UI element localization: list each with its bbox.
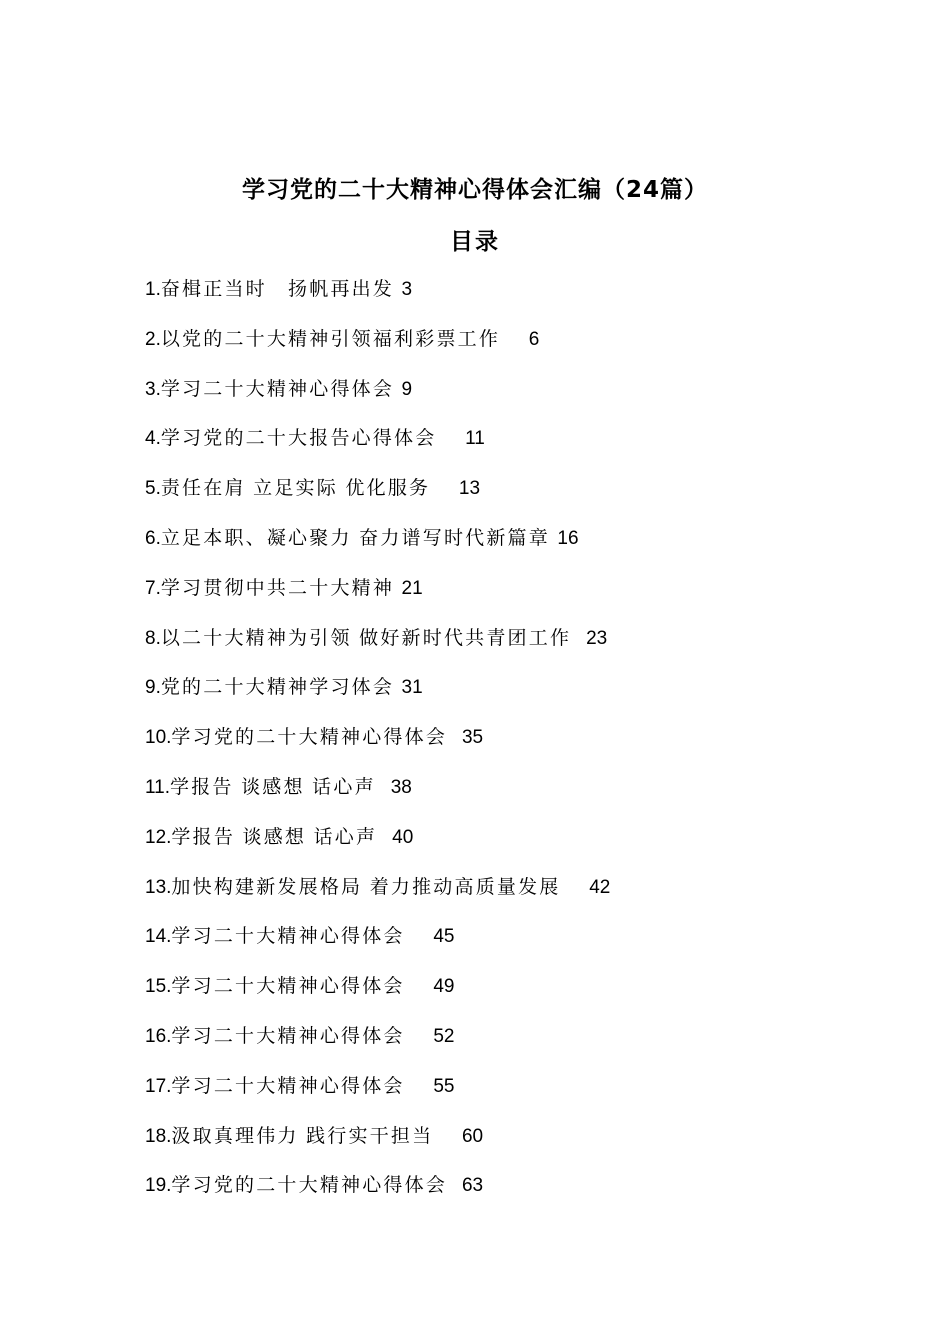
toc-item[interactable]	[145, 768, 845, 818]
toc-item-number: 14.	[145, 926, 172, 948]
toc-item[interactable]	[145, 917, 845, 967]
toc-item-title: 学报告 谈感想 话心声	[171, 826, 393, 848]
toc-item-title: 学报告 谈感想 话心声	[170, 776, 391, 798]
toc-item[interactable]	[145, 370, 845, 420]
toc-item-number: 10.	[145, 727, 172, 749]
toc-item-number: 7.	[145, 577, 161, 599]
table-of-contents	[145, 270, 845, 1216]
toc-item-page: 55	[433, 1075, 455, 1097]
toc-item-number: 2.	[145, 328, 161, 350]
toc-item-number: 9.	[145, 677, 161, 699]
toc-item[interactable]	[145, 818, 845, 868]
toc-item-page: 52	[433, 1025, 455, 1047]
toc-item-page: 13	[458, 478, 481, 500]
toc-item-title: 学习二十大精神心得体会	[160, 378, 402, 400]
toc-item-title: 以党的二十大精神引领福利彩票工作	[160, 328, 529, 350]
toc-item-number: 5.	[145, 478, 161, 500]
toc-item-title: 学习二十大精神心得体会	[171, 976, 434, 998]
toc-item-title: 学习二十大精神心得体会	[171, 926, 434, 948]
toc-item[interactable]	[145, 469, 845, 519]
toc-item-page: 45	[433, 926, 455, 948]
toc-item[interactable]	[145, 967, 845, 1017]
toc-item[interactable]	[145, 519, 845, 569]
toc-item-page: 16	[557, 527, 579, 549]
toc-item[interactable]	[145, 569, 845, 619]
toc-item-page: 42	[589, 876, 611, 898]
toc-item-title: 学习党的二十大报告心得体会	[160, 428, 466, 450]
toc-item-page: 60	[461, 1125, 484, 1147]
toc-item-page: 38	[390, 776, 412, 798]
toc-item-number: 13.	[145, 876, 172, 898]
toc-item-page: 3	[401, 279, 413, 300]
toc-item-page: 11	[465, 428, 485, 450]
toc-item[interactable]	[145, 270, 845, 320]
toc-item-title: 学习党的二十大精神心得体会	[171, 727, 462, 749]
toc-item-page: 21	[401, 577, 423, 599]
toc-item[interactable]	[145, 619, 845, 669]
toc-item-title: 学习贯彻中共二十大精神	[160, 577, 402, 599]
toc-item-title: 责任在肩 立足实际 优化服务	[160, 478, 459, 500]
toc-item-page: 63	[461, 1175, 484, 1197]
toc-item[interactable]	[145, 668, 845, 718]
toc-item[interactable]	[145, 1117, 845, 1167]
toc-item-number: 1.	[145, 279, 161, 300]
toc-item[interactable]	[145, 320, 845, 370]
toc-item-page: 31	[401, 677, 423, 699]
toc-item-number: 16.	[145, 1025, 172, 1047]
toc-item-title: 学习二十大精神心得体会	[171, 1075, 434, 1097]
toc-item-page: 35	[461, 727, 484, 749]
toc-item-title: 以二十大精神为引领 做好新时代共青团工作	[160, 627, 587, 649]
toc-item-title: 加快构建新发展格局 着力推动高质量发展	[171, 876, 590, 898]
toc-item-number: 15.	[145, 976, 172, 998]
toc-item-title: 学习党的二十大精神心得体会	[171, 1175, 462, 1197]
toc-item[interactable]	[145, 1017, 845, 1067]
toc-item-title: 奋楫正当时 扬帆再出发	[160, 279, 402, 300]
toc-item-number: 11.	[145, 776, 171, 798]
toc-item[interactable]	[145, 868, 845, 918]
toc-item-number: 17.	[145, 1075, 172, 1097]
toc-item-page: 23	[586, 627, 608, 649]
toc-item-number: 6.	[145, 527, 161, 549]
toc-item-page: 40	[392, 826, 414, 848]
toc-item-page: 9	[401, 378, 413, 400]
toc-item-number: 3.	[145, 378, 161, 400]
toc-item-title: 党的二十大精神学习体会	[160, 677, 402, 699]
toc-item-title: 汲取真理伟力 践行实干担当	[171, 1125, 462, 1147]
toc-item-title: 学习二十大精神心得体会	[171, 1025, 434, 1047]
toc-item-number: 8.	[145, 627, 161, 649]
toc-item-number: 19.	[145, 1175, 172, 1197]
toc-item-number: 12.	[145, 826, 172, 848]
toc-item-page: 49	[433, 976, 455, 998]
toc-item[interactable]	[145, 718, 845, 768]
toc-heading: 目录	[450, 229, 500, 255]
toc-item[interactable]	[145, 1166, 845, 1216]
toc-item-title: 立足本职、凝心聚力 奋力谱写时代新篇章	[160, 527, 558, 549]
toc-item[interactable]	[145, 419, 845, 469]
toc-item-page: 6	[528, 328, 540, 350]
toc-item-number: 4.	[145, 428, 161, 450]
toc-item-number: 18.	[145, 1125, 172, 1147]
toc-item[interactable]	[145, 1067, 845, 1117]
document-title: 学习党的二十大精神心得体会汇编（24篇）	[241, 177, 708, 203]
